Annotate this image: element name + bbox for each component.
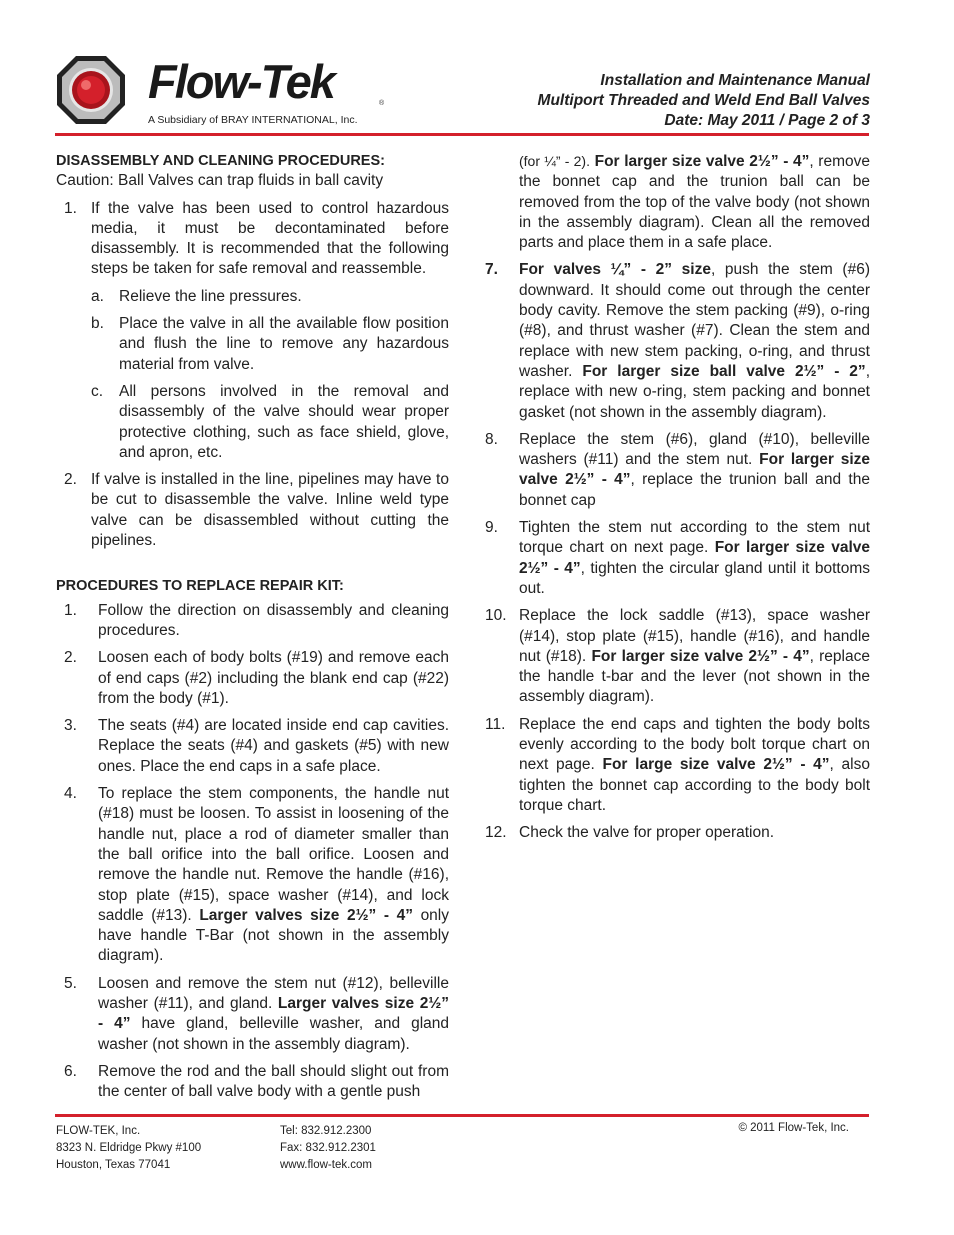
item-number: b. [91, 315, 104, 333]
item-number: 2. [64, 649, 77, 667]
item-text-part: To replace the stem components, the handle nut (#18) must be loosen. To assist in loosening of the handle nut, place a rod of diameter smaller than the ball orifice into the ball orifice. Loosen and remove the handle nut. Remove the handle (#16), stop plate (#15), space washer (#14), and lock saddle (#13). [98, 785, 449, 924]
right-column [485, 151, 870, 851]
item-text-part: only have handle T-Bar (not shown in the assembly diagram). [98, 906, 449, 965]
item-text: Remove the rod and the ball should slight out from the center of ball valve body with a gentle push [98, 1062, 449, 1101]
item-text-part: , tighten the circular gland until it bottoms out. [519, 559, 870, 597]
item-number: 1. [64, 601, 77, 619]
brand-subsidiary: A Subsidiary of BRAY INTERNATIONAL, Inc. [148, 114, 358, 126]
item-number: a. [91, 287, 104, 305]
item-number: 2. [64, 471, 77, 489]
list-item [485, 715, 870, 816]
item-text-bold: For valves ¼” - 2” size [519, 261, 711, 279]
footer-fax: Fax: 832.912.2301 [280, 1142, 376, 1154]
item-number: 3. [64, 717, 77, 735]
item-text-part: , replace the handle t-bar and the lever (not shown in the assembly diagram). [519, 647, 870, 706]
item-number: 1. [64, 199, 77, 217]
list-item [485, 430, 870, 511]
repair-heading: PROCEDURES TO REPLACE REPAIR KIT: [56, 578, 344, 595]
item-text-part: have gland, belleville washer, and gland washer (not shown in the assembly diagram). [98, 1015, 449, 1053]
list-item [485, 823, 870, 843]
item-number: c. [91, 382, 104, 400]
item-number: 4. [64, 785, 77, 803]
item-text [519, 430, 870, 511]
list-item [485, 518, 870, 599]
item-text [519, 518, 870, 599]
list-item [56, 648, 449, 709]
item-number: 11. [485, 715, 506, 733]
caution-text: Caution: Ball Valves can trap fluids in ball cavity [56, 172, 384, 190]
item-text [519, 151, 870, 253]
item-text: Follow the direction on disassembly and cleaning procedures. [98, 601, 449, 639]
list-item [56, 382, 449, 463]
footer-contact [280, 1123, 376, 1174]
footer-tel: Tel: 832.912.2300 [280, 1125, 372, 1137]
item-number: 6. [64, 1062, 77, 1080]
item-text-part: , also tighten the bonnet cap according to the body bolt torque chart. [519, 756, 870, 814]
item-text: All persons involved in the removal and disassembly of the valve should wear proper protective clothing, such as face shield, glove, and apron, etc. [119, 382, 449, 461]
item-text: If valve is installed in the line, pipelines may have to be cut to disassemble the valve. Inline weld type valve can be disassembled without cutting the pipelines. [91, 471, 449, 550]
list-item-continued [485, 151, 870, 253]
item-text-bold: For larger size valve 2½” - 4” [594, 153, 810, 170]
list-item [485, 606, 870, 707]
list-item [56, 199, 449, 280]
item-text: The seats (#4) are located inside end cap cavities. Replace the seats (#4) and gaskets (#5) with new ones. Place the end caps in a safe place. [98, 717, 449, 775]
manual-title: Installation and Maintenance Manual [600, 72, 870, 89]
item-text-part: (for ¼” - 2). [519, 153, 590, 169]
item-text [98, 974, 449, 1055]
footer-divider [55, 1114, 869, 1117]
item-number: 10. [485, 607, 507, 625]
item-number: 5. [64, 974, 77, 992]
list-item [56, 470, 449, 551]
item-text-part: Loosen and remove the stem nut (#12), belleville washer (#11), and gland. [98, 974, 449, 1012]
disassembly-heading: DISASSEMBLY AND CLEANING PROCEDURES: [56, 153, 385, 169]
item-number: 9. [485, 519, 498, 537]
footer-address-line: 8323 N. Eldridge Pkwy #100 [56, 1142, 202, 1154]
left-column [56, 151, 449, 1109]
item-text [519, 606, 870, 707]
item-number: 8. [485, 430, 498, 448]
list-item [56, 716, 449, 777]
header-divider [55, 133, 869, 136]
footer-company: FLOW-TEK, Inc. [56, 1125, 141, 1137]
item-text-part: , replace with new o-ring, stem packing and bonnet gasket (not shown in the assembly diagram). [519, 362, 870, 421]
item-text-part: , replace the trunion ball and the bonnet cap [519, 471, 870, 509]
item-text-part: , push the stem (#6) downward. It should come out through the center body cavity. Remove the stem packing (#9), o-ring (#8), and thrust washer (#7). Clean the stem and replace with new stem packing, o-ring, and thrust washer. [519, 261, 870, 380]
manual-subtitle: Multiport Threaded and Weld End Ball Valves [537, 92, 870, 109]
item-text-part: Replace the stem (#6), gland (#10), belleville washers (#11) and the stem nut. [519, 430, 870, 469]
flow-tek-logo-icon [55, 54, 127, 126]
item-number: 12. [485, 824, 507, 842]
list-item [485, 260, 870, 422]
item-text [519, 715, 870, 816]
item-text-part: Replace the end caps and tighten the body bolts evenly according to the body bolt torque chart on next page. [519, 715, 870, 774]
item-text-bold: For larger size valve 2½” - 4” [591, 647, 810, 665]
footer-copyright: © 2011 Flow-Tek, Inc. [738, 1122, 849, 1134]
item-text [519, 260, 870, 422]
list-item [56, 1062, 449, 1103]
item-text: Loosen each of body bolts (#19) and remove each of end caps (#2) including the blank end cap (#22) from the body (#1). [98, 649, 449, 707]
list-item [56, 784, 449, 967]
brand-name: Flow-Tek [148, 55, 334, 108]
item-text-bold: For large size valve 2½” - 4” [602, 756, 830, 774]
item-text: If the valve has been used to control hazardous media, it must be decontaminated before disassembly. It is recommended that the following steps be taken for safe removal and reassemble. [91, 199, 449, 278]
list-item [56, 974, 449, 1055]
item-text-part: Replace the lock saddle (#13), space washer (#14), stop plate (#15), handle (#16), and handle nut (#18). [519, 607, 870, 665]
registered-mark: ® [379, 100, 385, 107]
list-item [56, 287, 449, 307]
page-date: Date: May 2011 / Page 2 of 3 [664, 112, 870, 129]
item-text: Relieve the line pressures. [119, 287, 302, 305]
item-text: Check the valve for proper operation. [519, 824, 775, 842]
footer-address-line: Houston, Texas 77041 [56, 1159, 171, 1171]
item-text-bold: Larger valves size 2½” - 4” [98, 994, 449, 1033]
footer-website-link[interactable]: www.flow-tek.com [280, 1159, 373, 1171]
list-item [56, 314, 449, 375]
list-item [56, 601, 449, 642]
item-text [98, 784, 449, 967]
footer-address [56, 1123, 201, 1174]
item-text: Place the valve in all the available flow position and flush the line to remove any hazardous material from valve. [119, 315, 449, 373]
item-text-bold: For larger size ball valve 2½” - 2” [582, 362, 866, 380]
item-text-bold: For larger size valve 2½” - 4” [519, 451, 870, 489]
item-text-bold: For larger size valve 2½” - 4” [519, 539, 870, 577]
item-text-part: Tighten the stem nut according to the stem nut torque chart on next page. [519, 519, 870, 557]
item-text-bold: Larger valves size 2½” - 4” [199, 906, 413, 924]
item-text-part: , remove the bonnet cap and the trunion ball can be removed from the top of the valve body (not shown in the assembly diagram). Clean all the removed parts and place them in a safe place. [519, 153, 870, 252]
item-number: 7. [485, 261, 498, 279]
